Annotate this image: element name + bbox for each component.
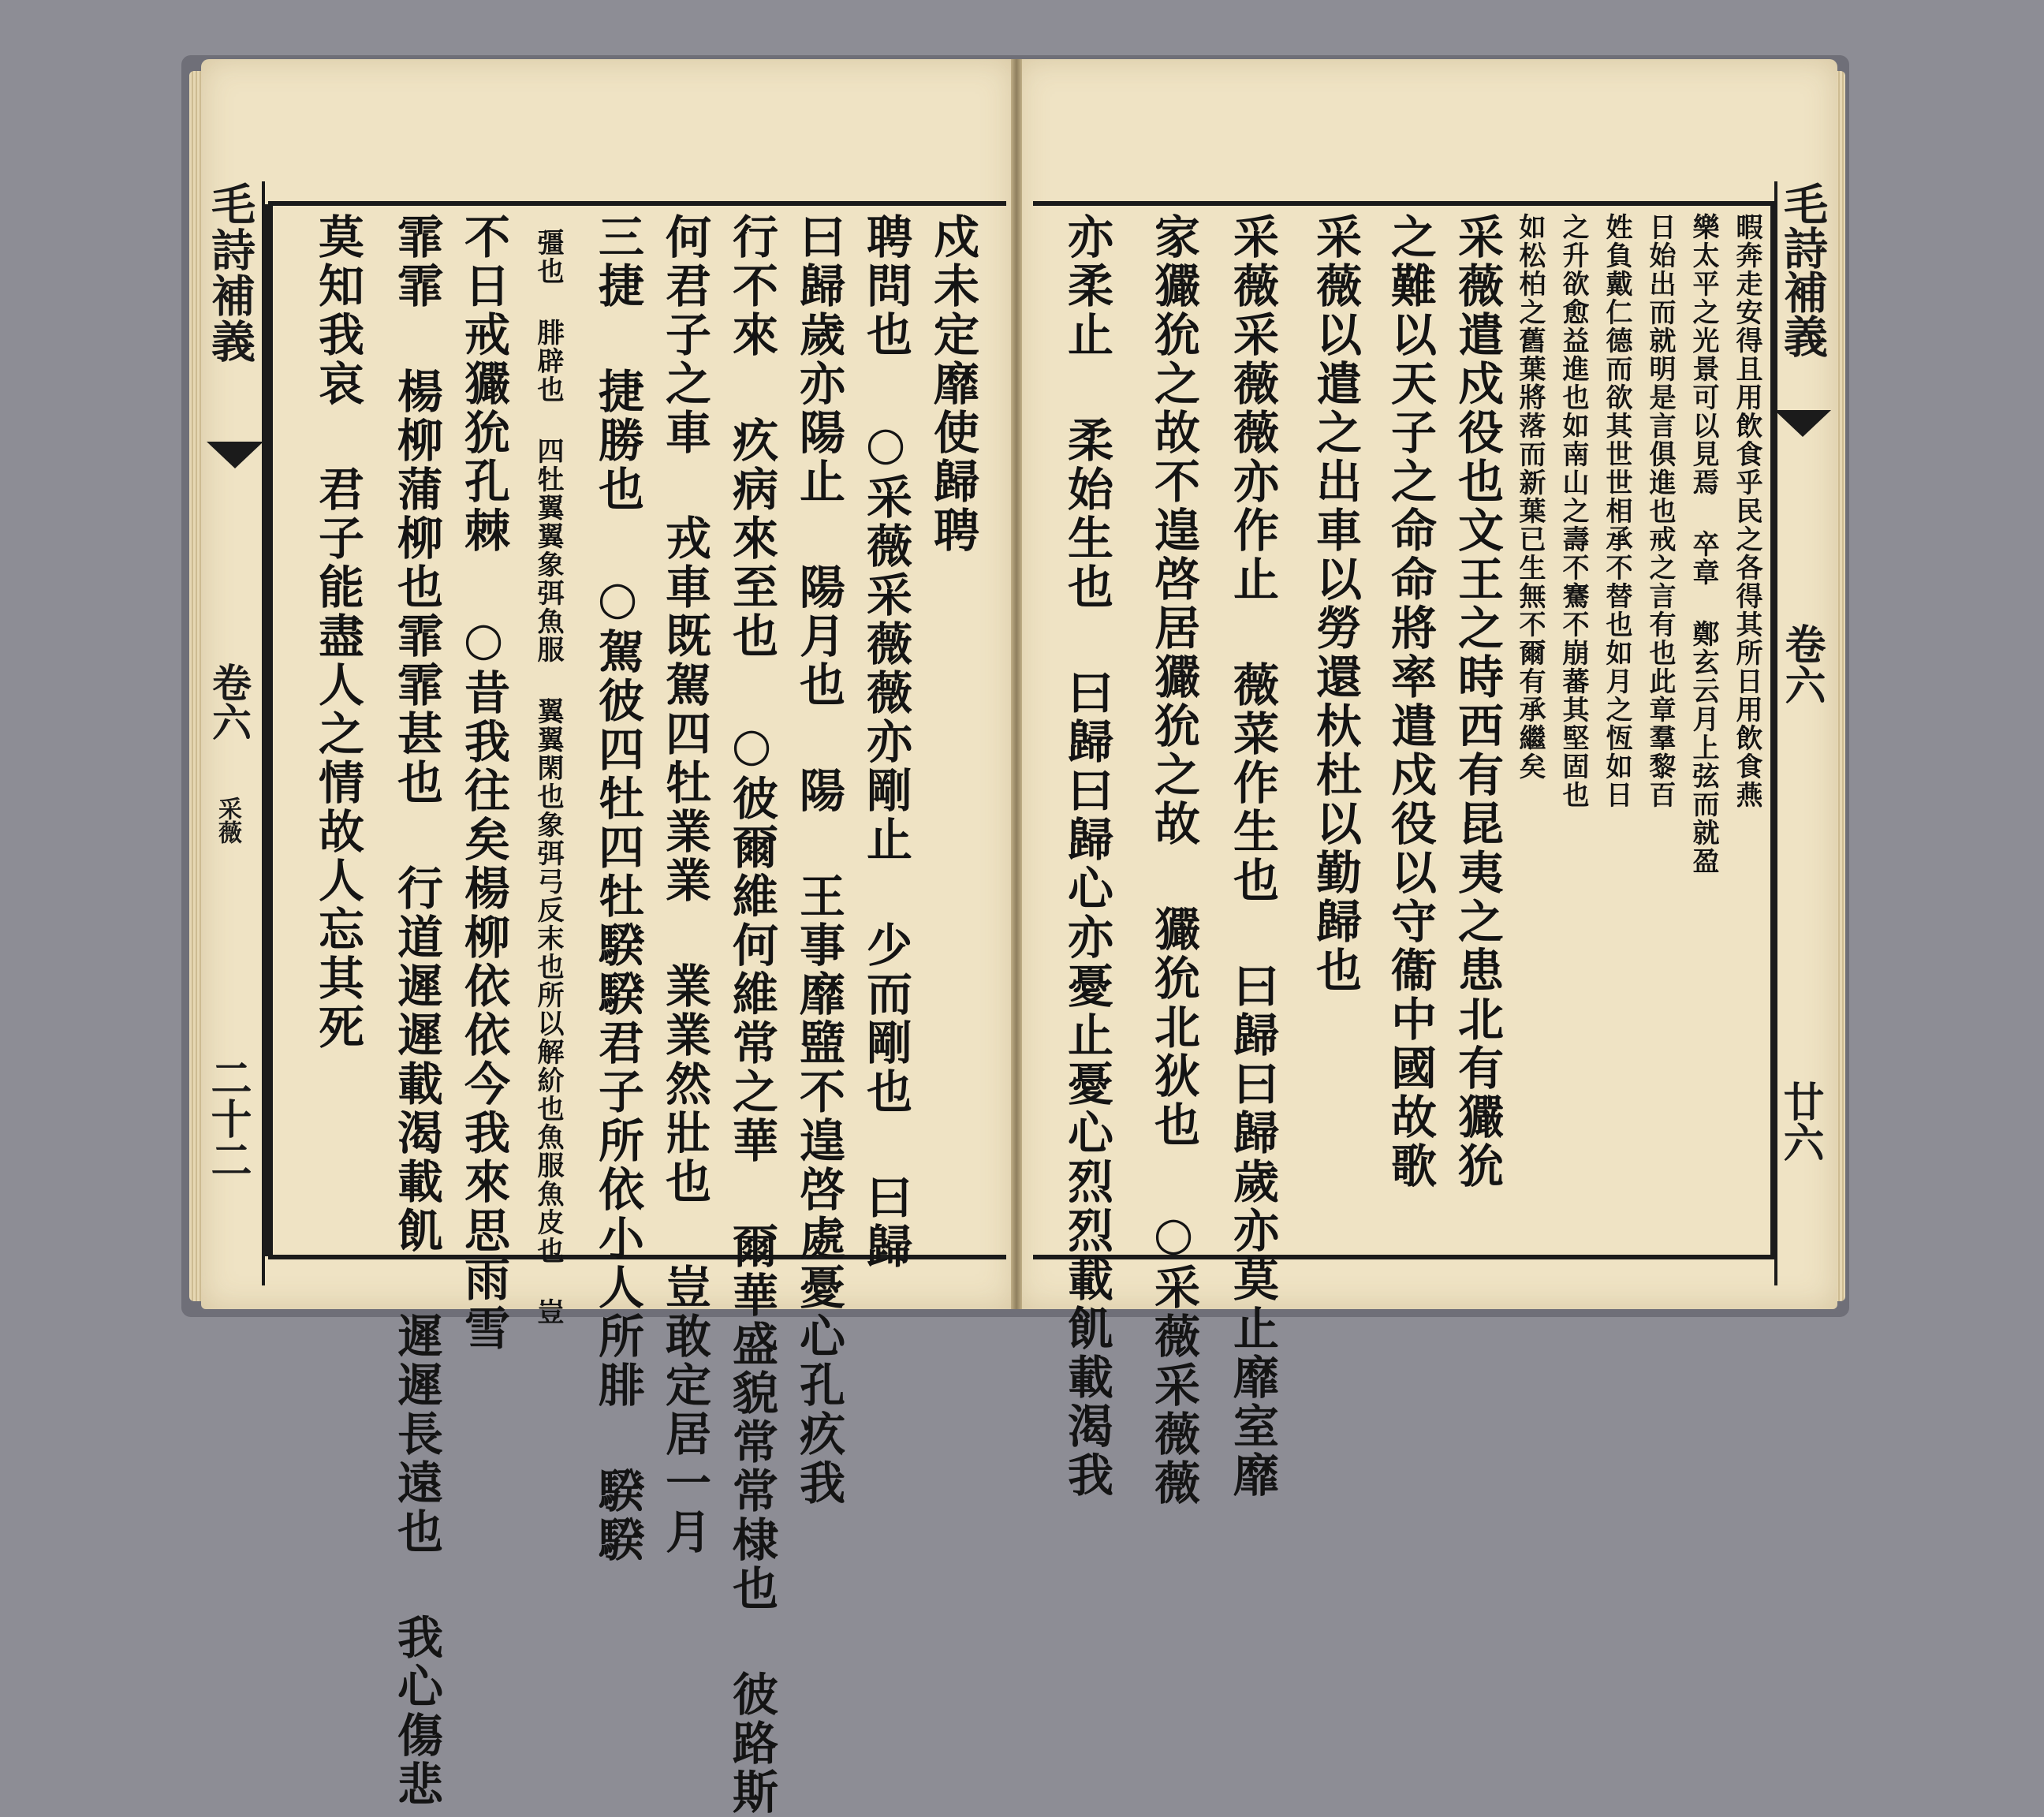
left-page-margin-column bbox=[203, 181, 265, 1285]
right-column-10: 采薇采薇薇亦作止 薇菜作生也 曰歸曰歸歲亦莫止靡室靡 bbox=[1225, 213, 1279, 1500]
book-gutter bbox=[1011, 59, 1022, 1309]
left-header-title: 毛詩補義 bbox=[204, 181, 256, 364]
right-page-margin-column bbox=[1774, 181, 1833, 1285]
left-column-4: 行不來 疚病來至也 ○彼爾維何維常之華 爾華盛貌常常棣也 彼路斯 bbox=[725, 213, 778, 1817]
left-column-6: 三捷 捷勝也 ○駕彼四牡四牡騤騤君子所依小人所腓 騤騤 bbox=[591, 213, 644, 1565]
right-column-8: 之難以天子之命命將率遣戍役以守衞中國故歌 bbox=[1383, 213, 1437, 1191]
right-column-6: 如松柏之舊葉將落而新葉已生無不爾有承繼矣 bbox=[1514, 213, 1546, 781]
left-page-number: 二十二 bbox=[203, 1057, 252, 1180]
right-header-title: 毛詩補義 bbox=[1777, 181, 1829, 358]
left-column-7: 彊也 腓辟也 四牡翼翼象弭魚服 翼翼閑也象弭弓反末也所以解紒也魚服魚皮也 豈 bbox=[532, 229, 564, 1326]
right-fishtail-mark bbox=[1774, 410, 1831, 437]
left-header-section: 采薇 bbox=[214, 797, 241, 844]
right-column-7: 采薇遣戍役也文王之時西有昆夷之患北有玁狁 bbox=[1450, 213, 1504, 1191]
left-column-3: 曰歸歲亦陽止 陽月也 陽 王事靡盬不遑啓處憂心孔疚我 bbox=[792, 213, 845, 1508]
left-column-9: 霏霏 楊柳蒲柳也霏霏甚也 行道遲遲載渴載飢 遲遲長遠也 我心傷悲 bbox=[390, 213, 443, 1809]
right-column-12: 亦柔止 柔始生也 曰歸曰歸心亦憂止憂心烈烈載飢載渴我 bbox=[1060, 213, 1113, 1500]
right-column-1: 暇奔走安得且用飲食乎民之各得其所日用飲食燕 bbox=[1731, 213, 1762, 809]
right-column-4: 姓負戴仁德而欲其世世相承不替也如月之恆如日 bbox=[1601, 213, 1632, 809]
right-column-9: 采薇以遣之出車以勞還杕杜以勤歸也 bbox=[1308, 213, 1362, 995]
left-column-5: 何君子之車 戎車既駕四牡業業 業業然壯也 豈敢定居一月 bbox=[658, 213, 711, 1557]
left-column-8: 不日戒玁狁孔棘 ○昔我往矣楊柳依依今我來思雨雪 bbox=[457, 213, 510, 1353]
left-fishtail-mark bbox=[207, 442, 263, 468]
right-column-5: 之升欲愈益進也如南山之壽不騫不崩蕃其堅固也 bbox=[1557, 213, 1589, 809]
right-column-11: 家玁狁之故不遑啓居玁狁之故 玁狁北狄也 ○采薇采薇薇 bbox=[1147, 213, 1200, 1508]
right-column-2: 樂太平之光景可以見焉 卒章 鄭玄云月上弦而就盈 bbox=[1688, 213, 1719, 875]
right-page-number: 廿六 bbox=[1776, 1080, 1824, 1162]
right-column-3: 日始出而就明是言俱進也戒之言有也此章羣黎百 bbox=[1644, 213, 1676, 809]
left-column-1: 戍未定靡使歸聘 bbox=[926, 213, 979, 555]
left-column-10: 莫知我哀 君子能盡人之情故人忘其死 bbox=[311, 213, 364, 1052]
left-header-volume: 卷六 bbox=[206, 662, 252, 741]
right-header-volume: 卷六 bbox=[1777, 623, 1826, 705]
left-column-2: 聘問也 ○采薇采薇薇亦剛止 少而剛也 曰歸 bbox=[859, 213, 912, 1271]
